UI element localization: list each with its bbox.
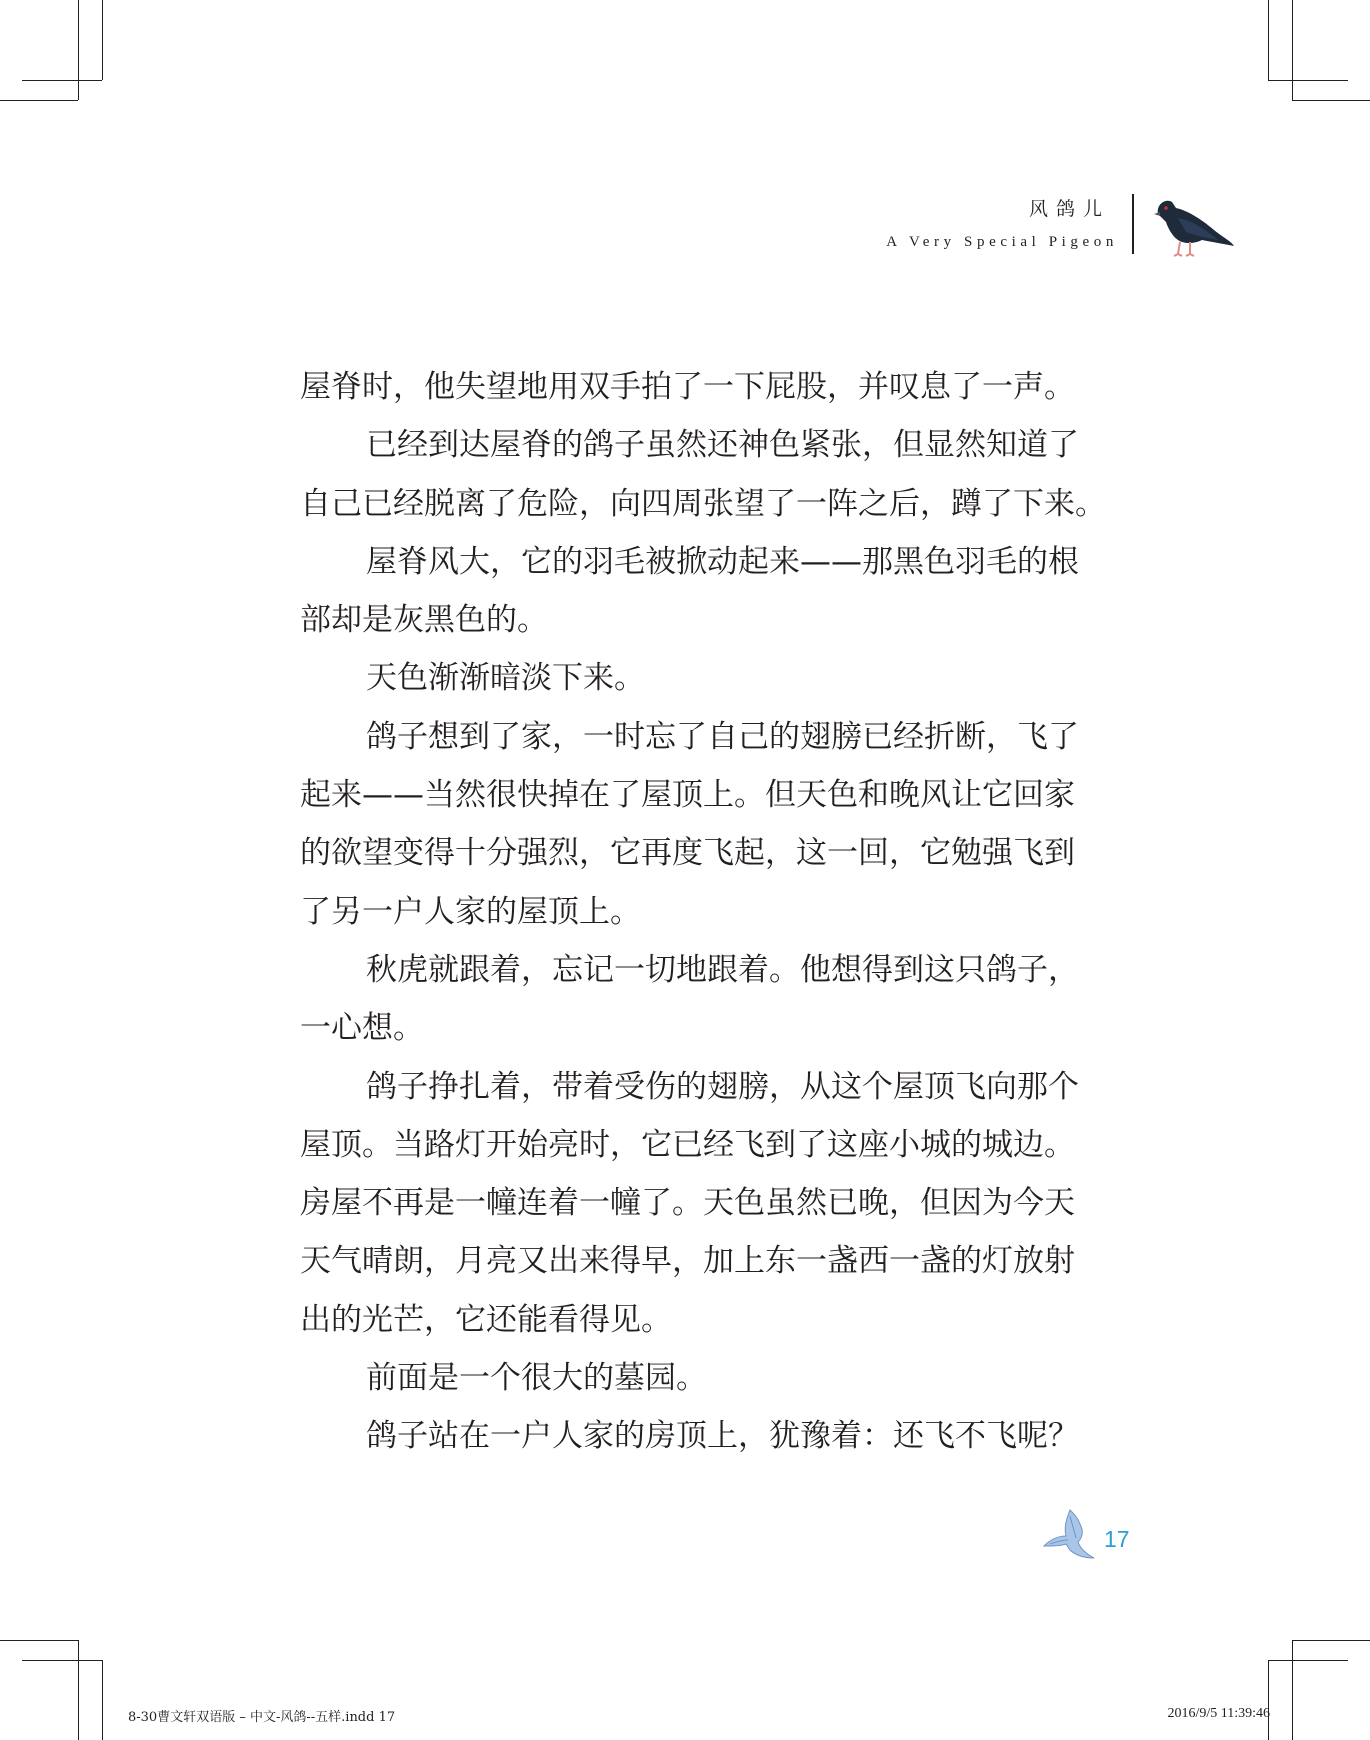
crop-mark-top-right-v — [1268, 0, 1269, 80]
crop-mark-bottom-left-h2 — [0, 1640, 78, 1641]
body-line: 屋脊风大，它的羽毛被掀动起来——那黑色羽毛的根 — [366, 543, 1079, 580]
body-line: 房屋不再是一幢连着一幢了。天色虽然已晚，但因为今天 — [300, 1185, 1075, 1222]
crop-mark-bottom-left-h — [22, 1660, 102, 1661]
crop-mark-top-right-h2 — [1292, 100, 1370, 101]
flying-bird-icon — [1040, 1506, 1100, 1562]
crop-mark-top-left-h — [22, 80, 102, 81]
body-line: 了另一户人家的屋顶上。 — [300, 893, 641, 930]
header-divider — [1132, 194, 1134, 254]
body-line: 已经到达屋脊的鸽子虽然还神色紧张，但显然知道了 — [366, 427, 1079, 464]
crop-mark-top-left-v — [102, 0, 103, 80]
body-line: 一心想。 — [300, 1010, 424, 1047]
crop-mark-top-left-v2 — [78, 0, 79, 100]
crop-mark-bottom-right-h — [1268, 1660, 1348, 1661]
body-line: 天色渐渐暗淡下来。 — [366, 660, 645, 697]
body-line: 鸽子站在一户人家的房顶上，犹豫着：还飞不飞呢？ — [366, 1418, 1079, 1455]
body-line: 鸽子挣扎着，带着受伤的翅膀，从这个屋顶飞向那个 — [366, 1068, 1079, 1105]
page-number: 17 — [1104, 1526, 1130, 1552]
pigeon-illustration-icon — [1138, 184, 1238, 264]
running-header-title-cn: 风鸽儿 — [1028, 198, 1110, 220]
body-line: 天气晴朗，月亮又出来得早，加上东一盏西一盏的灯放射 — [300, 1243, 1075, 1280]
body-text — [300, 358, 1120, 1466]
body-line: 屋脊时，他失望地用双手拍了一下屁股，并叹息了一声。 — [300, 369, 1075, 405]
body-line: 屋顶。当路灯开始亮时，它已经飞到了这座小城的城边。 — [300, 1126, 1075, 1163]
crop-mark-top-right-h — [1268, 80, 1348, 81]
crop-mark-bottom-left-v2 — [78, 1640, 79, 1740]
crop-mark-bottom-right-h2 — [1292, 1640, 1370, 1641]
body-line: 出的光芒，它还能看得见。 — [300, 1301, 672, 1338]
crop-mark-bottom-right-v — [1268, 1660, 1269, 1740]
footer-timestamp: 2016/9/5 11:39:46 — [1167, 1706, 1270, 1721]
running-header-title-en: A Very Special Pigeon — [886, 234, 1118, 250]
crop-mark-top-right-v2 — [1292, 0, 1293, 100]
body-line: 起来——当然很快掉在了屋顶上。但天色和晚风让它回家 — [300, 777, 1075, 814]
crop-mark-top-left-h2 — [0, 100, 78, 101]
body-line: 自己已经脱离了危险，向四周张望了一阵之后，蹲了下来。 — [300, 485, 1106, 522]
body-line: 鸽子想到了家，一时忘了自己的翅膀已经折断，飞了 — [366, 718, 1079, 755]
crop-mark-bottom-right-v2 — [1292, 1640, 1293, 1740]
body-line: 前面是一个很大的墓园。 — [366, 1360, 707, 1397]
body-line: 的欲望变得十分强烈，它再度飞起，这一回，它勉强飞到 — [300, 835, 1075, 872]
body-line: 秋虎就跟着，忘记一切地跟着。他想得到这只鸽子， — [366, 951, 1079, 988]
body-line: 部却是灰黑色的。 — [300, 602, 548, 639]
crop-mark-bottom-left-v — [102, 1660, 103, 1740]
footer-file-info: 8-30曹文轩双语版 – 中文-风鸽--五样.indd 17 — [128, 1710, 396, 1725]
